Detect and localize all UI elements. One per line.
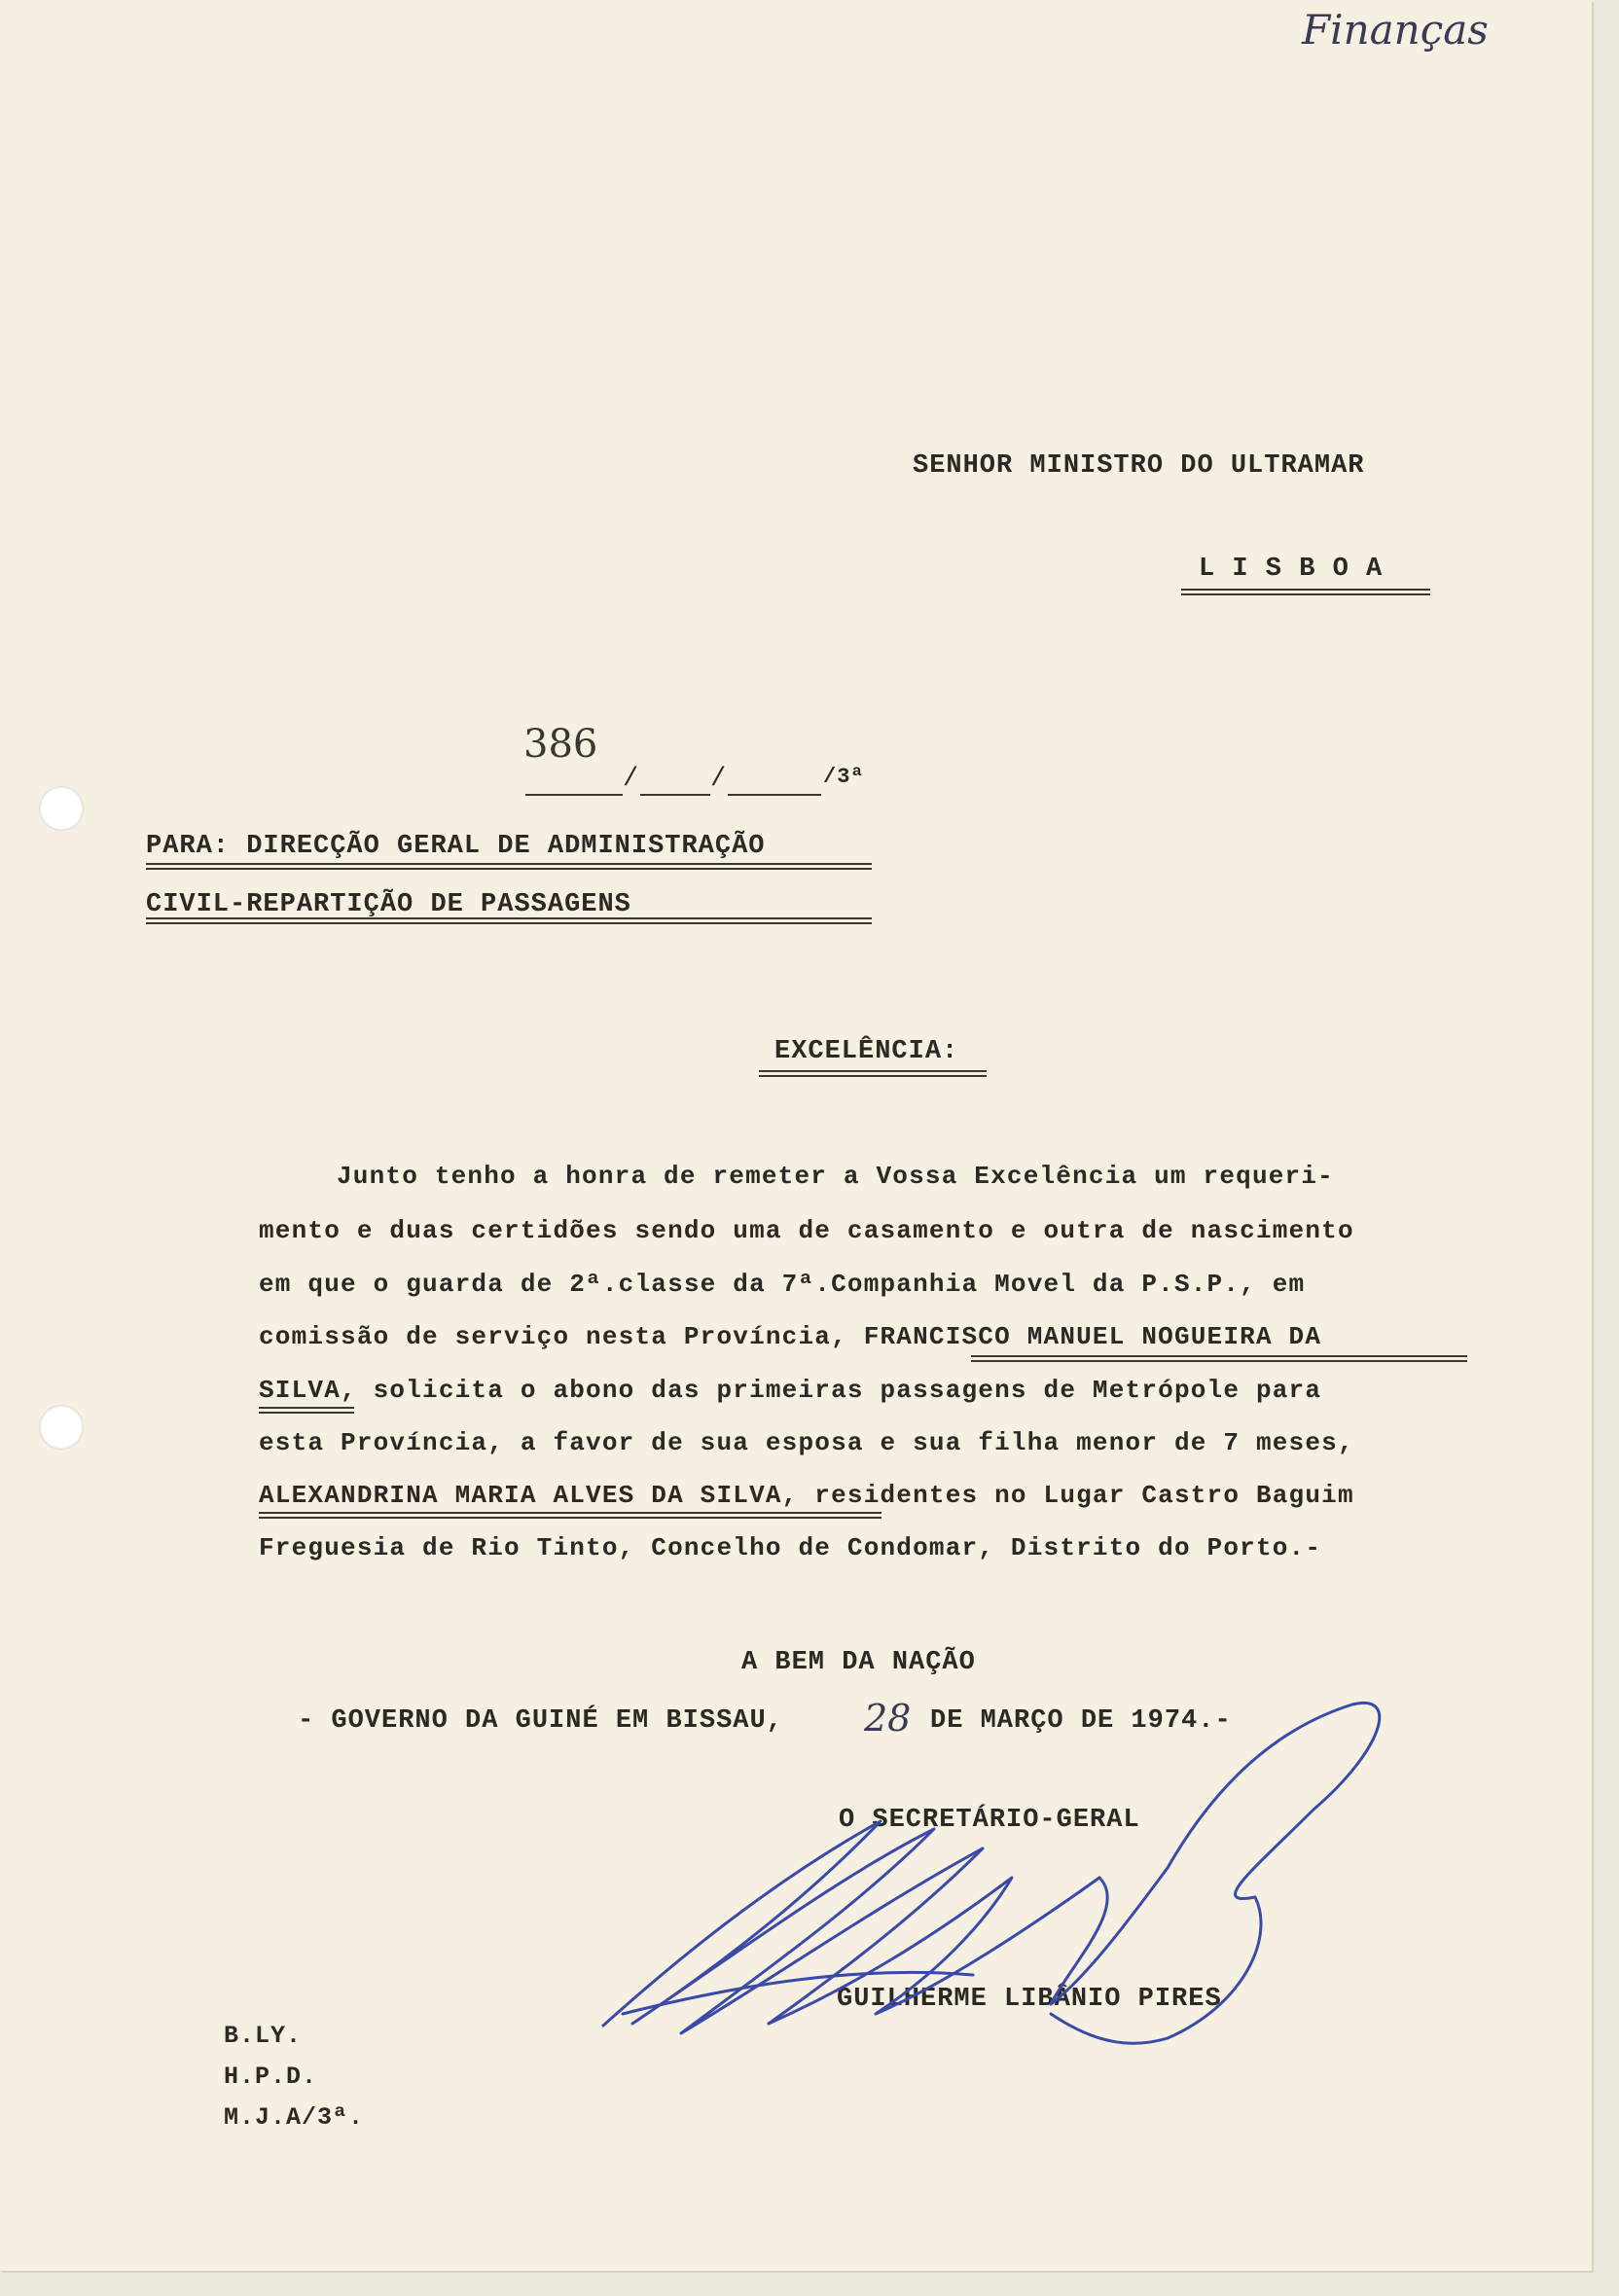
body-line: em que o guarda de 2ª.classe da 7ª.Companhia Movel da P.S.P., em: [259, 1270, 1306, 1299]
recipient-line: SENHOR MINISTRO DO ULTRAMAR: [913, 451, 1365, 481]
ref-slash: /: [623, 765, 640, 794]
body-line: comissão de serviço nesta Província, FRANCISCO MANUEL NOGUEIRA DA: [259, 1322, 1322, 1351]
closing-day: 28: [864, 1697, 912, 1740]
salutation: EXCELÊNCIA:: [774, 1037, 959, 1066]
closing-date: DE MARÇO DE 1974.-: [930, 1706, 1232, 1736]
body-line: Freguesia de Rio Tinto, Concelho de Condomar, Distrito do Porto.-: [259, 1533, 1322, 1562]
signature-title: O SECRETÁRIO-GERAL: [839, 1806, 1140, 1835]
body-line: mento e duas certidões sendo uma de casamento e outra de nascimento: [259, 1216, 1354, 1245]
ref-slash: /: [710, 765, 728, 794]
reference-number: 386: [523, 722, 598, 767]
body-line: esta Província, a favor de sua esposa e sua filha menor de 7 meses,: [259, 1428, 1354, 1457]
ref-suffix: /3ª: [823, 765, 865, 789]
margin-note: Finanças: [1302, 6, 1489, 54]
closing-motto: A BEM DA NAÇÃO: [741, 1648, 976, 1677]
recipient-city: L I S B O A: [1199, 555, 1384, 584]
initials-line: B.LY.: [224, 2022, 303, 2050]
destination-line-2: CIVIL-REPARTIÇÃO DE PASSAGENS: [146, 890, 631, 919]
initials-line: M.J.A/3ª.: [224, 2103, 365, 2132]
body-line: SILVA, solicita o abono das primeiras passagens de Metrópole para: [259, 1376, 1322, 1405]
destination-line-1: PARA: DIRECÇÃO GERAL DE ADMINISTRAÇÃO: [146, 832, 766, 861]
initials-line: H.P.D.: [224, 2063, 318, 2091]
body-line: ALEXANDRINA MARIA ALVES DA SILVA, residentes no Lugar Castro Baguim: [259, 1481, 1354, 1510]
body-line: Junto tenho a honra de remeter a Vossa Excelência um requeri-: [337, 1162, 1334, 1191]
closing-place: - GOVERNO DA GUINÉ EM BISSAU,: [298, 1706, 783, 1736]
signatory-name: GUILHERME LIBÂNIO PIRES: [837, 1985, 1222, 2014]
